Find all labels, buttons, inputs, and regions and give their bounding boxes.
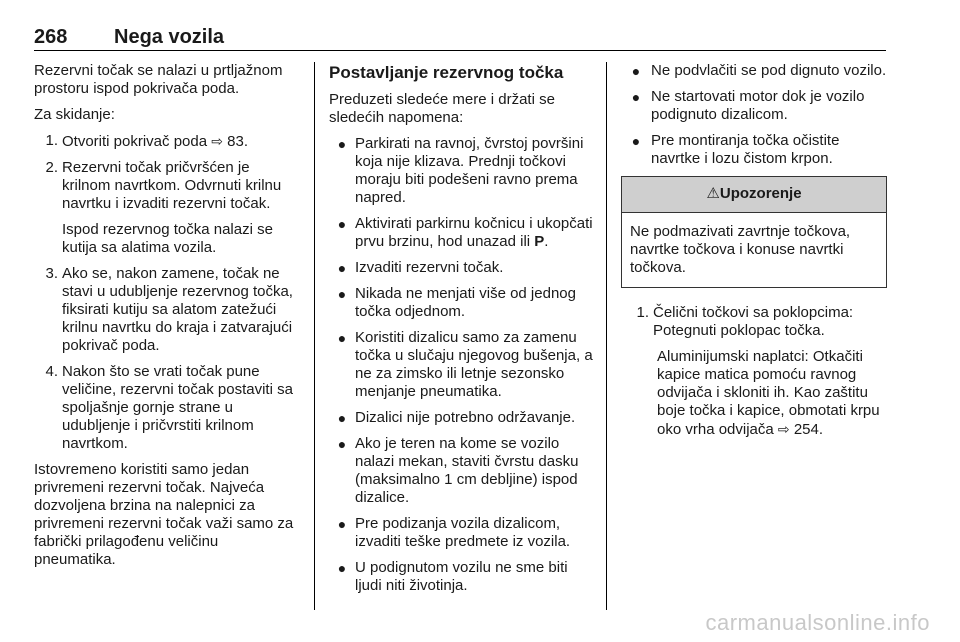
removal-step-2: 2. Rezervni točak pričvršćen je krilnom navrtkom. Odvrnuti krilnu navrtku i izvaditi rezervni točak. <box>34 159 300 213</box>
bullet-item: ● Parkirati na ravnoj, čvrstoj površini koja nije klizava. Prednji točkovi moraju biti podešeni ravno prema napred. <box>329 135 593 207</box>
bullet-item: ● Ne podvlačiti se pod dignuto vozilo. <box>621 62 887 80</box>
removal-step-2-text: Rezervni točak pričvršćen je krilnom navrtkom. Odvrnuti krilnu navrtku i izvaditi rezervni točak. <box>62 159 282 212</box>
section-lead: Preduzeti sledeće mere i držati se sledećih napomena: <box>329 91 555 126</box>
intro-paragraph: Rezervni točak se nalazi u prtljažnom prostoru ispod pokrivača poda. <box>34 62 283 97</box>
bullet-item: ● Pre montiranja točka očistite navrtke i lozu čistom krpon. <box>621 132 887 168</box>
bullet-icon: ● <box>337 436 347 452</box>
bullet-icon: ● <box>337 516 347 532</box>
section-title: Postavljanje rezervnog točka <box>329 63 564 82</box>
bullet-item: ● Ne startovati motor dok je vozilo podignuto dizalicom. <box>621 88 887 124</box>
warning-box <box>621 176 887 288</box>
header-rule <box>34 50 886 51</box>
arrow-right-outline-icon: ⇨ <box>777 421 790 437</box>
mount-step-1-note: Aluminijumski naplatci: Otkačiti kapice matica pomoću ravnog odvijača i skloniti ih. Kao zaštitu boje točka i kapice, obmotati krpu oko vrha odvijača ⇨ 254. <box>657 348 880 438</box>
column-divider-2 <box>606 62 607 610</box>
removal-step-2-note: Ispod rezervnog točka nalazi se kutija sa alatima vozila. <box>62 221 273 256</box>
warning-text: Ne podmazivati zavrtnje točkova, navrtke točkova i konuse navrtki točkova. <box>630 223 851 276</box>
bullet-icon: ● <box>337 410 347 426</box>
removal-step-3-text: Ako se, nakon zamene, točak ne stavi u udubljenje rezervnog točka, fiksirati kutiju sa alatom zatežući krilnu navrtku do kraja i zatvarajući pokrivač poda. <box>62 265 293 354</box>
bullet-icon: ● <box>631 63 641 79</box>
bullet-item: ● Nikada ne menjati više od jednog točka odjednom. <box>329 285 593 321</box>
removal-lead: Za skidanje: <box>34 106 115 123</box>
bullet-item: ● Aktivirati parkirnu kočnicu i ukopčati prvu brzinu, hod unazad ili P. <box>329 215 593 251</box>
removal-step-1-ref[interactable]: 83. <box>227 133 249 150</box>
bullet-item: ● Ako je teren na kome se vozilo nalazi mekan, staviti čvrstu dasku (maksimalno 1 cm debljine) ispod dizalice. <box>329 435 593 507</box>
bullet-icon: ● <box>337 136 347 152</box>
warning-header <box>622 177 886 213</box>
warning-title: Upozorenje <box>719 185 802 202</box>
bullet-item: ● Izvaditi rezervni točak. <box>329 259 593 277</box>
chapter-title: Nega vozila <box>114 26 225 48</box>
bullet-icon: ● <box>631 89 641 105</box>
arrow-right-outline-icon: ⇨ <box>211 133 223 149</box>
warning-triangle-icon: ⚠ <box>706 185 720 202</box>
page-number: 268 <box>34 26 68 48</box>
removal-step-1-text: Otvoriti pokrivač poda <box>62 133 208 150</box>
bullet-item: ● U podignutom vozilu ne sme biti ljudi niti životinja. <box>329 559 593 595</box>
gear-p-label: P <box>534 233 545 250</box>
bullet-icon: ● <box>631 133 641 149</box>
bullet-icon: ● <box>337 286 347 302</box>
page-header <box>34 26 886 52</box>
bullet-item: ● Koristiti dizalicu samo za zamenu točka u slučaju njegovog bušenja, a ne za zimsko ili letnje sezonsko menjanje pneumatika. <box>329 329 593 401</box>
spare-wheel-note: Istovremeno koristiti samo jedan privremeni rezervni točak. Najveća dozvoljena brzina na nalepnici za privremeni rezervni točak važi samo za fabrički prilagođenu veličinu pneumatika. <box>34 461 294 568</box>
mount-step-1: 1. Čelični točkovi sa poklopcima: Potegnuti poklopac točka. <box>621 304 887 340</box>
bullet-item: ● Pre podizanja vozila dizalicom, izvaditi teške predmete iz vozila. <box>329 515 593 551</box>
column-3 <box>621 62 887 447</box>
column-2 <box>329 62 593 603</box>
bullet-item: ● Dizalici nije potrebno održavanje. <box>329 409 593 427</box>
bullet-icon: ● <box>337 560 347 576</box>
bullet-icon: ● <box>337 216 347 232</box>
mount-step-1-text: Čelični točkovi sa poklopcima: Potegnuti poklopac točka. <box>653 304 854 339</box>
column-1 <box>34 62 300 577</box>
bullet-icon: ● <box>337 330 347 346</box>
column-divider-1 <box>314 62 315 610</box>
removal-step-4-text: Nakon što se vrati točak pune veličine, rezervni točak postaviti sa spoljašnje gornje strane u udubljenje i pričvrstiti krilnom navrtkom. <box>62 363 293 452</box>
removal-step-1: 1. Otvoriti pokrivač poda ⇨ 83. <box>45 132 249 150</box>
mount-step-1-ref[interactable]: 254. <box>793 421 824 438</box>
removal-step-4: 4. Nakon što se vrati točak pune veličine, rezervni točak postaviti sa spoljašnje gornje strane u udubljenje i pričvrstiti krilnom navrtkom. <box>34 363 300 453</box>
footer-watermark: carmanualsonline.info <box>705 610 930 635</box>
bullet-icon: ● <box>337 260 347 276</box>
removal-step-3: 3. Ako se, nakon zamene, točak ne stavi u udubljenje rezervnog točka, fiksirati kutiju sa alatom zatežući krilnu navrtku do kraja i zatvarajući pokrivač poda. <box>34 265 300 355</box>
